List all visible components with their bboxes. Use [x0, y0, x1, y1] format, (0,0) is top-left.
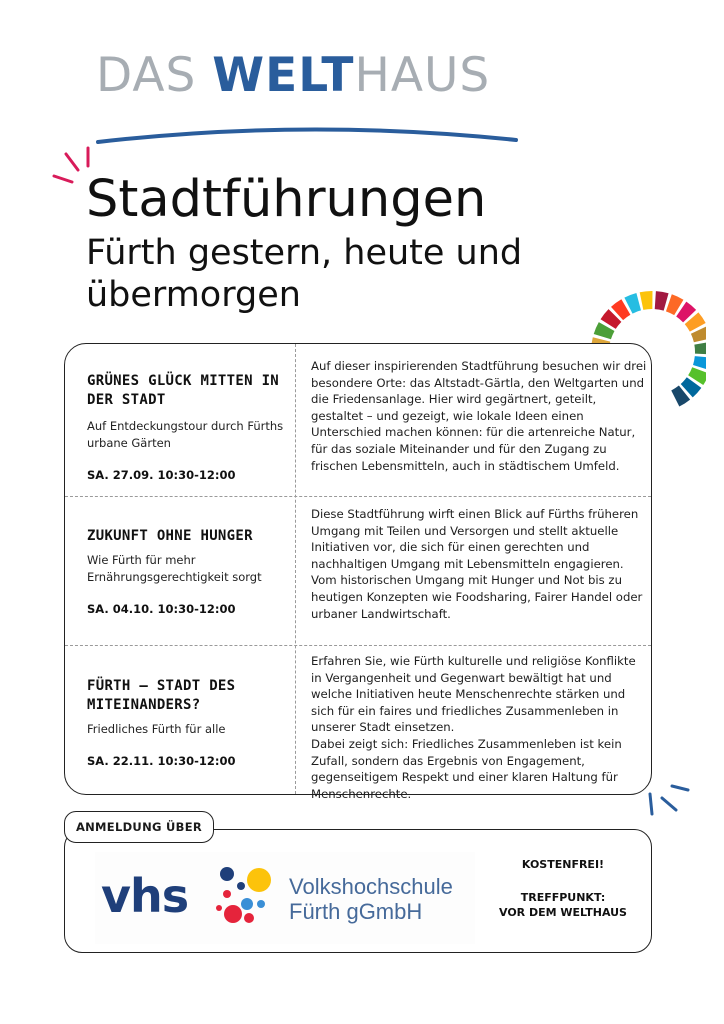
page-subtitle: Fürth gestern, heute und übermorgen: [86, 233, 523, 315]
event-3-summary: [87, 677, 287, 768]
free-note: KOSTENFREI!: [521, 858, 605, 871]
event-2-description: [311, 506, 647, 622]
event-subtitle: Auf Entdeckungstour durch Fürths urbane Gärten: [87, 419, 284, 450]
event-1-description: Auf dieser inspirierenden Stadtführung besuchen wir drei besondere Orte: das Altstadt-Gärtla, den Weltgarten und die Friedensanlage. Hier wird gegärtnert, geteilt, gestaltet – und gezeigt, wie lokale Ideen einen Unterschied machen können: für die artenreiche Natur, für das soziale Miteinander und für den Zugang zu frischen Lebensmitteln, auch in städtischem Umfeld.: [311, 359, 647, 473]
event-description-para: Diese Stadtführung wirft einen Blick auf Fürths früheren Umgang mit Teilen und Versorgen und stellt aktuelle Initiativen vor, die sich für einen gerechten und nachhaltigen Umgang mit Lebensmitteln engagieren.: [311, 507, 639, 571]
vhs-logo: [95, 852, 475, 944]
logo-text-welt: WELT: [212, 48, 355, 103]
logo-wordmark: [96, 48, 490, 104]
logo-arc-icon: [96, 98, 526, 144]
column-divider: [295, 344, 296, 794]
meeting-label: TREFFPUNKT:: [520, 891, 606, 904]
logo-text-das: DAS: [96, 48, 213, 103]
spark-accent-icon: [642, 780, 692, 820]
event-subtitle: Wie Fürth für mehr Ernährungsgerechtigkeit sorgt: [87, 553, 262, 584]
sdg-segment: [693, 356, 706, 370]
event-subtitle: Friedliches Fürth für alle: [87, 722, 226, 736]
events-table: [64, 343, 652, 801]
event-description-para: Erfahren Sie, wie Fürth kulturelle und religiöse Konflikte in Vergangenheit und Gegenwart bewältigt hat und welche Initiativen heute Menschenrechte stärken und sich für ein faires und friedliches Zusammenleben in unserer Stadt einsetzen.: [311, 654, 636, 735]
event-title: FÜRTH – STADT DES MITEINANDERS?: [87, 678, 236, 713]
logo-text-haus: HAUS: [354, 48, 491, 103]
vhs-dots-icon: [213, 864, 285, 934]
welthaus-logo: [96, 48, 526, 144]
event-date: SA. 04.10. 10:30-12:00: [87, 602, 236, 616]
sdg-segment: [655, 291, 669, 310]
vhs-name: [289, 874, 453, 924]
registration-info: [478, 852, 648, 920]
event-1-summary: [87, 372, 287, 482]
sdg-segment: [640, 291, 653, 310]
sdg-segment: [694, 342, 706, 355]
registration-label: ANMELDUNG ÜBER: [64, 811, 214, 843]
event-date: SA. 22.11. 10:30-12:00: [87, 754, 236, 768]
vhs-name-line1: Volkshochschule: [289, 874, 453, 899]
event-description-para: Dabei zeigt sich: Friedliches Zusammenleben ist kein Zufall, sondern das Ergebnis von Engagement, gegenseitigem Respekt und einer klaren Haltung für Menschenrechte.: [311, 736, 622, 801]
event-date: SA. 27.09. 10:30-12:00: [87, 468, 236, 482]
vhs-wordmark: vhs: [101, 869, 189, 923]
event-title: GRÜNES GLÜCK MITTEN IN DER STADT: [87, 373, 280, 408]
row-divider: [65, 496, 651, 497]
vhs-name-line2: Fürth gGmbH: [289, 899, 423, 924]
meeting-place: VOR DEM WELTHAUS: [499, 906, 627, 919]
event-3-description: [311, 653, 647, 802]
page-title: Stadtführungen: [86, 170, 487, 229]
event-description-para: Vom historischen Umgang mit Hunger und Not bis zu heutigen Konzepten wie Foodsharing, Fairer Handel oder urbaner Landwirtschaft.: [311, 573, 643, 621]
row-divider: [65, 645, 651, 646]
event-2-summary: [87, 527, 287, 616]
event-title: ZUKUNFT OHNE HUNGER: [87, 528, 253, 544]
